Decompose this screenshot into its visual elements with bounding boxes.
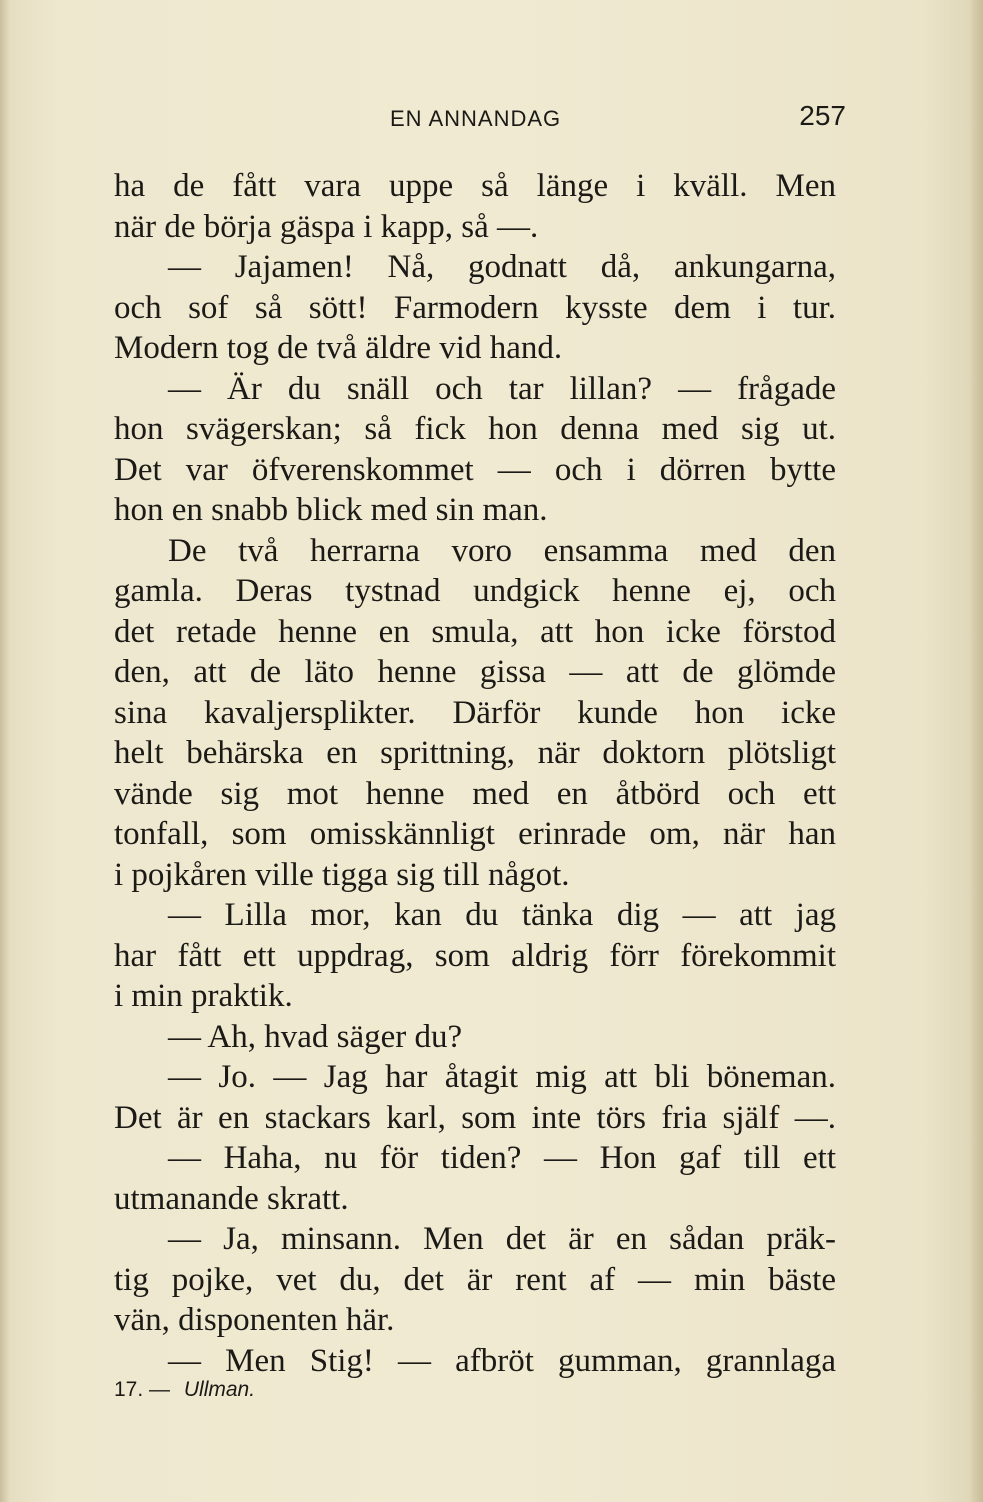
text-line: — Jajamen! Nå, godnatt då, ankungarna, — [168, 249, 836, 285]
text-line: — Lilla mor, kan du tänka dig — att jag — [168, 897, 836, 933]
signature-author: Ullman. — [183, 1378, 256, 1401]
text-line: — Men Stig! — afbröt gumman, grannlaga — [168, 1342, 836, 1379]
body-text — [114, 166, 836, 1381]
text-line: vän, disponenten här. — [114, 1302, 395, 1338]
text-line: helt behärska en sprittning, när doktorn plötsligt — [114, 735, 836, 771]
running-head-title: EN ANNANDAG — [390, 106, 562, 131]
text-line: Det var öfverenskommet — och i dörren bytte — [114, 451, 836, 488]
text-line: hon en snabb blick med sin man. — [114, 492, 548, 528]
text-line: — Ah, hvad säger du? — [168, 1018, 463, 1055]
page-number: 257 — [799, 100, 846, 131]
text-line: den, att de läto henne gissa — att de glömde — [114, 654, 836, 690]
text-line: — Är du snäll och tar lillan? — frågade — [168, 370, 836, 407]
text-line: ha de fått vara uppe så länge i kväll. Men — [114, 168, 836, 204]
text-line: har fått ett uppdrag, som aldrig förr förekommit — [114, 937, 836, 974]
text-line: det retade henne en smula, att hon icke förstod — [114, 613, 836, 650]
text-line: utmanande skratt. — [114, 1180, 349, 1217]
signature-number: 17. — — [114, 1378, 171, 1401]
text-line: vände sig mot henne med en åtbörd och ett — [114, 775, 836, 812]
text-line: sina kavaljersplikter. Därför kunde hon icke — [114, 694, 836, 731]
text-line: i pojkåren ville tigga sig till något. — [114, 856, 570, 893]
text-line: Modern tog de två äldre vid hand. — [114, 330, 563, 366]
signature-mark — [114, 1378, 255, 1402]
text-line: när de börja gäspa i kapp, så —. — [114, 208, 539, 245]
text-line: — Haha, nu för tiden? — Hon gaf till ett — [168, 1140, 836, 1176]
text-line: Det är en stackars karl, som inte törs fria själf —. — [114, 1099, 836, 1136]
text-line: tonfall, som omisskännligt erinrade om, när han — [114, 816, 836, 852]
running-head — [116, 100, 846, 136]
page-edge-left — [0, 0, 10, 1502]
text-line: i min praktik. — [114, 978, 293, 1014]
text-line: hon svägerskan; så fick hon denna med sig ut. — [114, 411, 836, 447]
text-line: — Jo. — Jag har åtagit mig att bli böneman. — [168, 1059, 836, 1095]
text-line: De två herrarna voro ensamma med den — [168, 532, 836, 569]
text-line: tig pojke, vet du, det är rent af — min bäste — [114, 1261, 836, 1298]
text-line: och sof så sött! Farmodern kysste dem i tur. — [114, 289, 836, 326]
text-line: — Ja, minsann. Men det är en sådan präk- — [168, 1221, 836, 1257]
page-edge-right — [969, 0, 983, 1502]
text-line: gamla. Deras tystnad undgick henne ej, och — [114, 573, 836, 609]
